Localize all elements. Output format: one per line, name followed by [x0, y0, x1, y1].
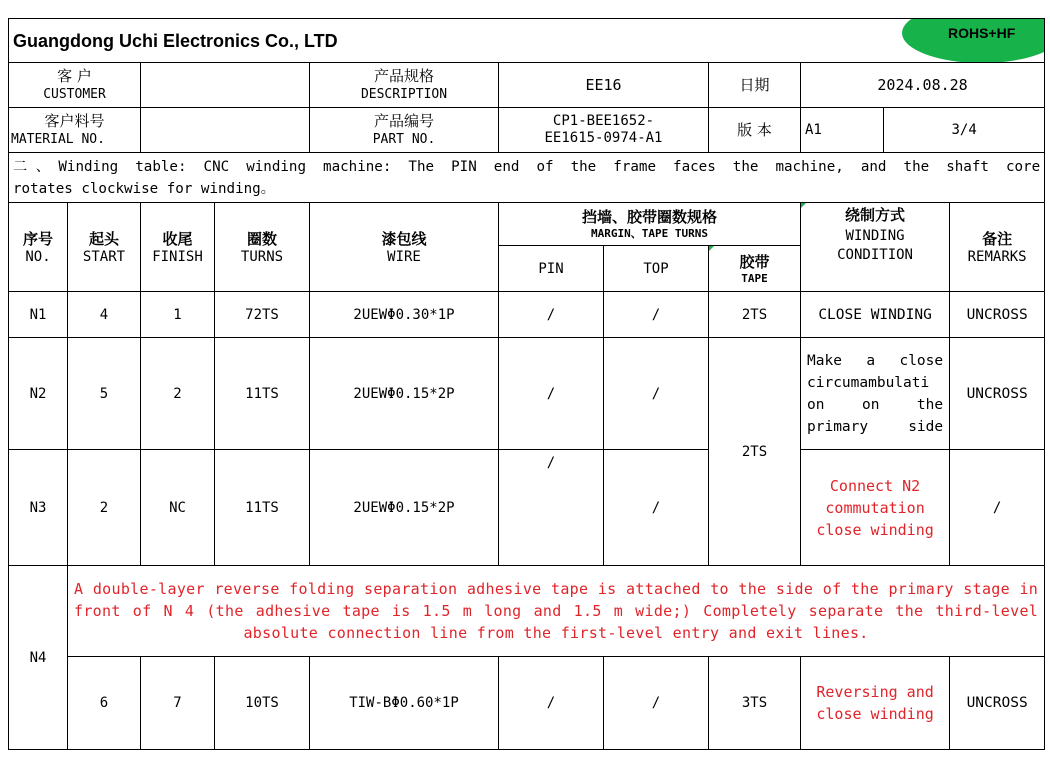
- rohs-hf-badge: [902, 19, 1045, 63]
- n1-condition: CLOSE WINDING: [801, 292, 950, 338]
- badge-cell: [884, 19, 1045, 63]
- n1-turns: 72TS: [215, 292, 310, 338]
- n1-tape: 2TS: [709, 292, 801, 338]
- n4-finish: 7: [141, 657, 215, 750]
- n2-pin: /: [499, 338, 604, 450]
- n3-start: 2: [68, 450, 141, 566]
- n4-wire: TIW-BΦ0.60*1P: [310, 657, 499, 750]
- n4-no: N4: [9, 566, 68, 750]
- n1-finish: 1: [141, 292, 215, 338]
- n1-top: /: [604, 292, 709, 338]
- header-remarks: 备注 REMARKS: [950, 203, 1045, 292]
- header-finish: 收尾 FINISH: [141, 203, 215, 292]
- n4-pin: /: [499, 657, 604, 750]
- winding-note-line2: rotates clockwise for winding。: [13, 180, 275, 197]
- n2-finish: 2: [141, 338, 215, 450]
- winding-spec-table: [8, 18, 1045, 750]
- spec-sheet: [8, 18, 1044, 750]
- page-value: 3/4: [884, 108, 1045, 153]
- header-start: 起头 START: [68, 203, 141, 292]
- n2-start: 5: [68, 338, 141, 450]
- version-value: A1: [801, 108, 884, 153]
- header-seq: 序号 NO.: [9, 203, 68, 292]
- n4-start: 6: [68, 657, 141, 750]
- description-value: EE16: [499, 63, 709, 108]
- company-name: Guangdong Uchi Electronics Co., LTD: [9, 19, 884, 63]
- n1-wire: 2UEWΦ0.30*1P: [310, 292, 499, 338]
- n2-condition: Make a close circumambulati on on the primary side: [801, 338, 950, 450]
- header-wire: 漆包线 WIRE: [310, 203, 499, 292]
- n2-no: N2: [9, 338, 68, 450]
- header-pin: PIN: [499, 246, 604, 292]
- header-tape: 胶带 TAPE: [709, 246, 801, 292]
- n2-n3-tape: 2TS: [709, 338, 801, 566]
- n2-turns: 11TS: [215, 338, 310, 450]
- winding-note-line1: 二、Winding table: CNC winding machine: The PIN end of the frame faces the machine, and the shaft core: [13, 158, 1041, 175]
- n3-condition: Connect N2 commutation close winding: [801, 450, 950, 566]
- n1-start: 4: [68, 292, 141, 338]
- date-label: 日期: [709, 63, 801, 108]
- version-label: 版 本: [709, 108, 801, 153]
- customer-label: 客 户 CUSTOMER: [9, 63, 141, 108]
- part-label: 产品编号 PART NO.: [310, 108, 499, 153]
- n4-turns: 10TS: [215, 657, 310, 750]
- n1-pin: /: [499, 292, 604, 338]
- n3-finish: NC: [141, 450, 215, 566]
- n3-pin: /: [499, 450, 604, 566]
- n2-wire: 2UEWΦ0.15*2P: [310, 338, 499, 450]
- n4-tape: 3TS: [709, 657, 801, 750]
- n4-top: /: [604, 657, 709, 750]
- n2-top: /: [604, 338, 709, 450]
- n3-wire: 2UEWΦ0.15*2P: [310, 450, 499, 566]
- header-margin: 挡墙、胶带圈数规格 MARGIN、TAPE TURNS: [499, 203, 801, 246]
- description-label: 产品规格 DESCRIPTION: [310, 63, 499, 108]
- n3-no: N3: [9, 450, 68, 566]
- n1-no: N1: [9, 292, 68, 338]
- header-winding: 绕制方式 WINDING CONDITION: [801, 203, 950, 292]
- n3-top: /: [604, 450, 709, 566]
- n4-remarks: UNCROSS: [950, 657, 1045, 750]
- n3-remarks: /: [950, 450, 1045, 566]
- n3-turns: 11TS: [215, 450, 310, 566]
- corner-marker-icon: [709, 246, 714, 251]
- material-label: 客户料号 MATERIAL NO.: [9, 108, 141, 153]
- corner-marker-icon: [801, 203, 806, 208]
- rohs-hf-label: ROHS+HF: [947, 25, 1016, 41]
- winding-note: [9, 153, 1045, 203]
- n4-note: A double-layer reverse folding separation adhesive tape is attached to the side of the primary stage in front of N 4 (the adhesive tape is 1.5 m long and 1.5 m wide;) Completely separate the third-level absolute connection line from the first-level entry and exit lines.: [68, 566, 1045, 657]
- n1-remarks: UNCROSS: [950, 292, 1045, 338]
- customer-value: [141, 63, 310, 108]
- header-turns: 圈数 TURNS: [215, 203, 310, 292]
- n2-remarks: UNCROSS: [950, 338, 1045, 450]
- material-value: [141, 108, 310, 153]
- header-top: TOP: [604, 246, 709, 292]
- n4-condition: Reversing and close winding: [801, 657, 950, 750]
- part-value: CP1-BEE1652- EE1615-0974-A1: [499, 108, 709, 153]
- date-value: 2024.08.28: [801, 63, 1045, 108]
